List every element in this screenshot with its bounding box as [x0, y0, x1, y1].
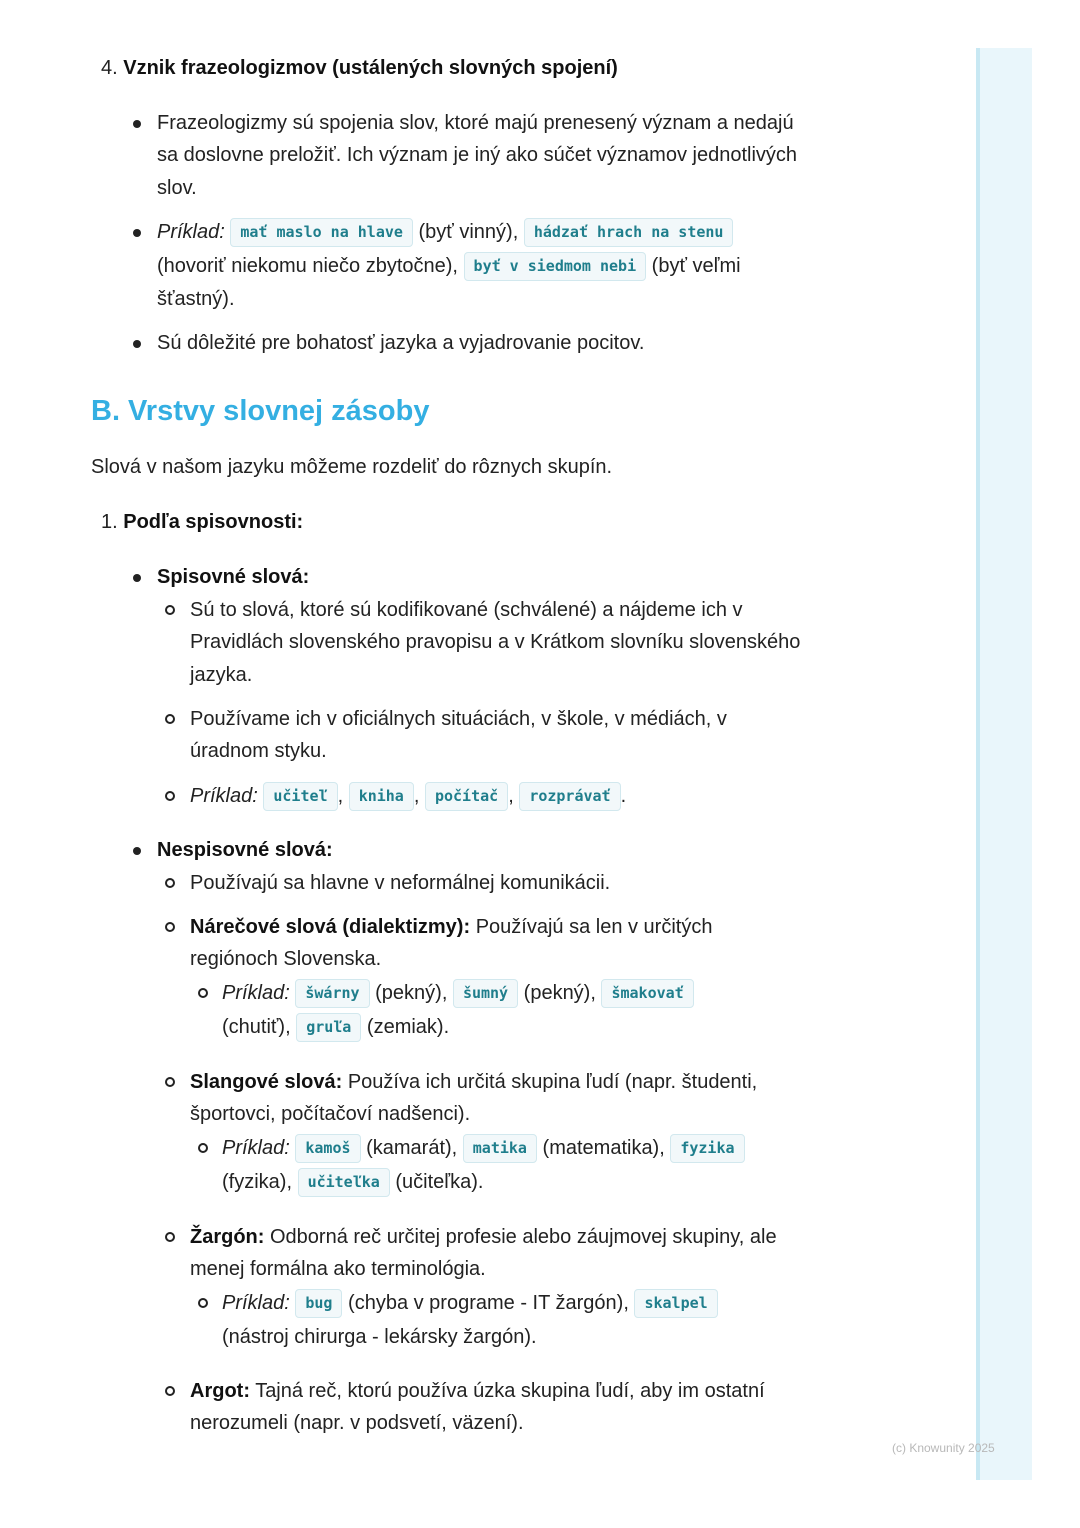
circle-bullet-icon — [165, 878, 175, 888]
spisovne-example-line: Príklad: učiteľ , kniha , počítač , rozprávať . — [190, 780, 626, 813]
circle-bullet-icon — [198, 1298, 208, 1308]
bullet-icon — [133, 847, 141, 855]
code-example: učiteľ — [263, 782, 337, 811]
frazeologizmy-example-line: (hovoriť niekomu niečo zbytočne), byť v siedmom nebi (byť veľmi — [157, 250, 741, 283]
zargon-example-line: Príklad: bug (chyba v programe - IT žargón), skalpel — [222, 1287, 718, 1320]
nespisovne-title: Nespisovné slová: — [157, 839, 333, 861]
argot-line: Argot: Tajná reč, ktorú používa úzka skupina ľudí, aby im ostatní — [190, 1380, 765, 1402]
slang-example-line: (fyzika), učiteľka (učiteľka). — [222, 1166, 483, 1199]
code-example: kamoš — [295, 1134, 360, 1163]
side-panel — [976, 48, 1032, 1480]
code-example: učiteľka — [298, 1168, 390, 1197]
dialect-line: Nárečové slová (dialektizmy): Používajú sa len v určitých — [190, 916, 713, 938]
frazeologizmy-example-line: Príklad: mať maslo na hlave (byť vinný), hádzať hrach na stenu — [157, 216, 733, 249]
circle-bullet-icon — [198, 988, 208, 998]
spisovne-text-line: jazyka. — [190, 664, 253, 686]
zargon-line: menej formálna ako terminológia. — [190, 1258, 486, 1280]
bullet-icon — [133, 340, 141, 348]
frazeologizmy-text-line: slov. — [157, 177, 197, 199]
code-example: hádzať hrach na stenu — [524, 218, 734, 247]
code-example: skalpel — [634, 1289, 717, 1318]
slang-line: športovci, počítačoví nadšenci). — [190, 1103, 471, 1125]
slang-line: Slangové slová: Používa ich určitá skupina ľudí (napr. študenti, — [190, 1071, 758, 1093]
spisovne-text-line: Pravidlách slovenského pravopisu a v Krátkom slovníku slovenského — [190, 631, 801, 653]
spisovne-text-line: Používame ich v oficiálnych situáciách, v škole, v médiách, v — [190, 708, 727, 730]
frazeologizmy-text-line: sa doslovne preložiť. Ich význam je iný ako súčet významov jednotlivých — [157, 144, 798, 166]
frazeologizmy-text-line: Frazeologizmy sú spojenia slov, ktoré majú prenesený význam a nedajú — [157, 112, 794, 134]
circle-bullet-icon — [165, 1386, 175, 1396]
section-b-intro: Slová v našom jazyku môžeme rozdeliť do rôznych skupín. — [91, 456, 613, 478]
code-example: bug — [295, 1289, 342, 1318]
circle-bullet-icon — [165, 714, 175, 724]
frazeologizmy-importance: Sú dôležité pre bohatosť jazyka a vyjadrovanie pocitov. — [157, 332, 645, 354]
spisovne-text-line: Sú to slová, ktoré sú kodifikované (schválené) a nájdeme ich v — [190, 599, 743, 621]
code-example: šwárny — [295, 979, 369, 1008]
zargon-example-line: (nástroj chirurga - lekársky žargón). — [222, 1326, 537, 1348]
circle-bullet-icon — [165, 1232, 175, 1242]
frazeologizmy-example-line: šťastný). — [157, 288, 235, 310]
circle-bullet-icon — [198, 1143, 208, 1153]
code-example: počítač — [425, 782, 508, 811]
bullet-icon — [133, 574, 141, 582]
dialect-example-line: (chutiť), gruľa (zemiak). — [222, 1011, 449, 1044]
code-example: kniha — [349, 782, 414, 811]
code-example: mať maslo na hlave — [230, 218, 413, 247]
section-4-title: Vznik frazeologizmov (ustálených slovných spojení) — [123, 57, 618, 79]
nespisovne-text: Používajú sa hlavne v neformálnej komunikácii. — [190, 872, 611, 894]
code-example: fyzika — [670, 1134, 744, 1163]
code-example: gruľa — [296, 1013, 361, 1042]
section-b-heading: B. Vrstvy slovnej zásoby — [91, 395, 430, 427]
circle-bullet-icon — [165, 605, 175, 615]
code-example: šmakovať — [601, 979, 693, 1008]
code-example: šumný — [453, 979, 518, 1008]
slang-example-line: Príklad: kamoš (kamarát), matika (matematika), fyzika — [222, 1132, 745, 1165]
bullet-icon — [133, 120, 141, 128]
bullet-icon — [133, 229, 141, 237]
code-example: rozprávať — [519, 782, 620, 811]
circle-bullet-icon — [165, 791, 175, 801]
dialect-example-line: Príklad: šwárny (pekný), šumný (pekný), šmakovať — [222, 977, 694, 1010]
spisovne-title: Spisovné slová: — [157, 566, 310, 588]
spisovne-text-line: úradnom styku. — [190, 740, 327, 762]
code-example: matika — [463, 1134, 537, 1163]
zargon-line: Žargón: Odborná reč určitej profesie alebo záujmovej skupiny, ale — [190, 1226, 777, 1248]
item-1-heading: 1. Podľa spisovnosti: — [101, 511, 304, 533]
copyright-footer: (c) Knowunity 2025 — [892, 1441, 995, 1455]
dialect-line: regiónoch Slovenska. — [190, 948, 382, 970]
section-4-heading: 4. Vznik frazeologizmov (ustálených slovných spojení) — [101, 57, 618, 79]
circle-bullet-icon — [165, 922, 175, 932]
circle-bullet-icon — [165, 1077, 175, 1087]
argot-line: nerozumeli (napr. v podsvetí, väzení). — [190, 1412, 524, 1434]
code-example: byť v siedmom nebi — [464, 252, 647, 281]
